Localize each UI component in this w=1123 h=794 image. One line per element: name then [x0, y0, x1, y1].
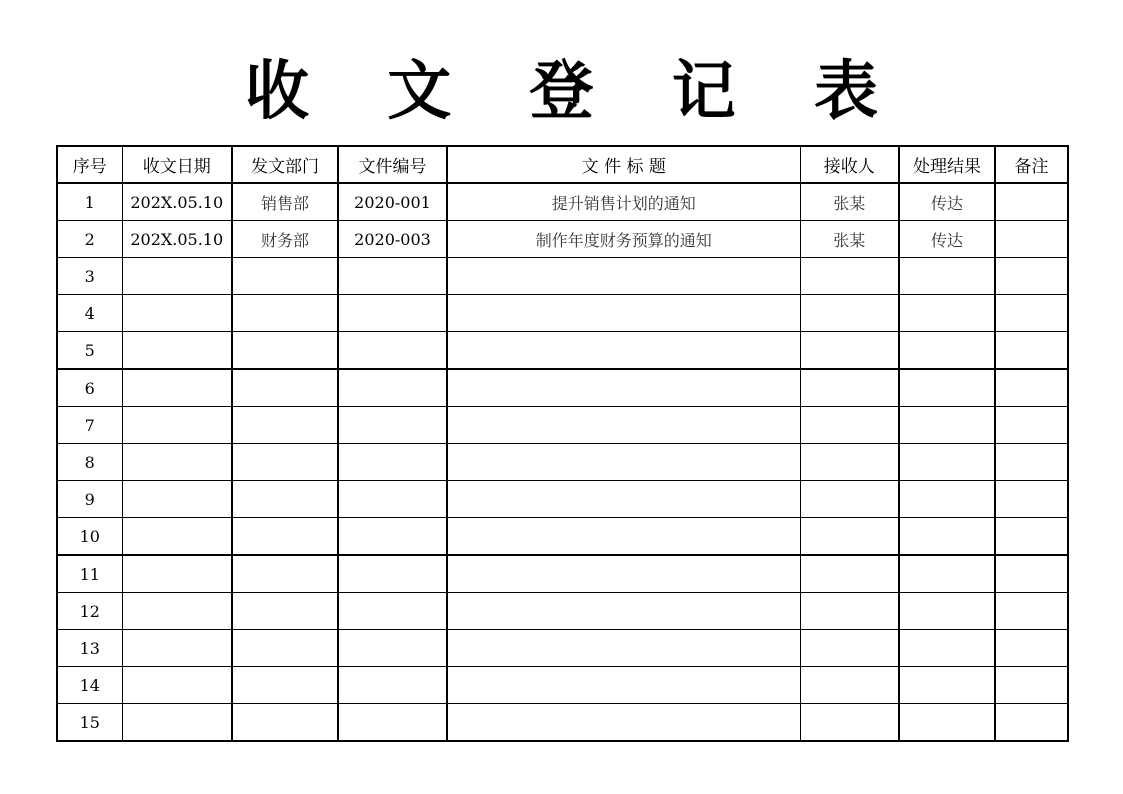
cell-doc-title [447, 704, 800, 742]
cell-date [122, 555, 232, 593]
cell-seq: 13 [57, 630, 122, 667]
cell-doc-no [338, 481, 447, 518]
cell-remark [995, 593, 1068, 630]
cell-date [122, 369, 232, 407]
table-row [57, 258, 1068, 295]
cell-doc-title [447, 444, 800, 481]
cell-receiver [800, 593, 899, 630]
cell-date [122, 704, 232, 742]
cell-receiver: 张某 [800, 221, 899, 258]
cell-remark [995, 258, 1068, 295]
cell-doc-title [447, 481, 800, 518]
table-row [57, 704, 1068, 742]
cell-remark [995, 667, 1068, 704]
cell-seq: 10 [57, 518, 122, 556]
cell-dept [232, 258, 338, 295]
cell-result [899, 667, 995, 704]
cell-result [899, 704, 995, 742]
table-row [57, 555, 1068, 593]
table-row [57, 369, 1068, 407]
cell-dept: 财务部 [232, 221, 338, 258]
cell-receiver [800, 332, 899, 370]
cell-seq: 9 [57, 481, 122, 518]
cell-seq: 4 [57, 295, 122, 332]
cell-seq: 15 [57, 704, 122, 742]
table-row [57, 407, 1068, 444]
cell-result [899, 518, 995, 556]
cell-result [899, 369, 995, 407]
cell-dept [232, 518, 338, 556]
cell-doc-no [338, 258, 447, 295]
header-result: 处理结果 [899, 146, 995, 183]
cell-remark [995, 183, 1068, 221]
cell-remark [995, 704, 1068, 742]
cell-result [899, 444, 995, 481]
cell-date [122, 630, 232, 667]
header-remark: 备注 [995, 146, 1068, 183]
cell-remark [995, 481, 1068, 518]
cell-doc-no [338, 555, 447, 593]
cell-receiver [800, 704, 899, 742]
table-row [57, 221, 1068, 258]
cell-doc-no [338, 407, 447, 444]
cell-receiver [800, 369, 899, 407]
table-row [57, 183, 1068, 221]
cell-seq: 8 [57, 444, 122, 481]
cell-receiver [800, 518, 899, 556]
cell-date: 202X.05.10 [122, 183, 232, 221]
cell-date [122, 295, 232, 332]
cell-doc-no: 2020-001 [338, 183, 447, 221]
cell-date [122, 258, 232, 295]
cell-doc-title [447, 593, 800, 630]
cell-doc-title: 制作年度财务预算的通知 [447, 221, 800, 258]
cell-seq: 2 [57, 221, 122, 258]
cell-doc-no [338, 593, 447, 630]
table-row [57, 295, 1068, 332]
cell-receiver [800, 630, 899, 667]
page-title: 收 文 登 记 表 [244, 55, 907, 129]
cell-doc-no [338, 444, 447, 481]
cell-doc-title [447, 295, 800, 332]
table-row [57, 518, 1068, 556]
cell-doc-no [338, 295, 447, 332]
cell-doc-title [447, 667, 800, 704]
cell-seq: 5 [57, 332, 122, 370]
table-header-row [57, 146, 1068, 183]
cell-receiver [800, 407, 899, 444]
cell-date [122, 667, 232, 704]
cell-dept [232, 555, 338, 593]
cell-result [899, 332, 995, 370]
cell-dept [232, 593, 338, 630]
cell-result [899, 481, 995, 518]
cell-receiver [800, 481, 899, 518]
cell-result: 传达 [899, 221, 995, 258]
cell-doc-title [447, 630, 800, 667]
cell-date: 202X.05.10 [122, 221, 232, 258]
cell-dept [232, 407, 338, 444]
cell-seq: 12 [57, 593, 122, 630]
cell-seq: 11 [57, 555, 122, 593]
cell-receiver [800, 555, 899, 593]
cell-doc-title: 提升销售计划的通知 [447, 183, 800, 221]
cell-dept [232, 667, 338, 704]
cell-receiver [800, 258, 899, 295]
cell-doc-title [447, 258, 800, 295]
cell-dept [232, 332, 338, 370]
cell-doc-title [447, 555, 800, 593]
cell-receiver [800, 295, 899, 332]
cell-dept [232, 369, 338, 407]
cell-remark [995, 221, 1068, 258]
cell-doc-no [338, 518, 447, 556]
cell-remark [995, 555, 1068, 593]
cell-receiver [800, 667, 899, 704]
cell-result [899, 555, 995, 593]
cell-doc-no [338, 704, 447, 742]
cell-doc-no [338, 369, 447, 407]
header-date: 收文日期 [122, 146, 232, 183]
cell-remark [995, 630, 1068, 667]
cell-date [122, 444, 232, 481]
cell-remark [995, 518, 1068, 556]
cell-date [122, 407, 232, 444]
cell-remark [995, 369, 1068, 407]
cell-doc-no [338, 630, 447, 667]
cell-remark [995, 407, 1068, 444]
cell-doc-no [338, 332, 447, 370]
cell-remark [995, 295, 1068, 332]
cell-result [899, 295, 995, 332]
cell-seq: 14 [57, 667, 122, 704]
cell-date [122, 481, 232, 518]
cell-seq: 3 [57, 258, 122, 295]
cell-dept: 销售部 [232, 183, 338, 221]
cell-doc-title [447, 369, 800, 407]
cell-remark [995, 444, 1068, 481]
header-doc-title: 文 件 标 题 [447, 146, 800, 183]
header-seq: 序号 [57, 146, 122, 183]
cell-result [899, 593, 995, 630]
cell-dept [232, 295, 338, 332]
cell-result [899, 258, 995, 295]
cell-doc-title [447, 407, 800, 444]
cell-receiver [800, 444, 899, 481]
cell-seq: 1 [57, 183, 122, 221]
cell-dept [232, 704, 338, 742]
incoming-document-register-table [56, 145, 1069, 742]
cell-result [899, 407, 995, 444]
cell-dept [232, 444, 338, 481]
cell-remark [995, 332, 1068, 370]
table-row [57, 593, 1068, 630]
table-row [57, 667, 1068, 704]
cell-dept [232, 481, 338, 518]
cell-seq: 7 [57, 407, 122, 444]
table-row [57, 630, 1068, 667]
cell-result: 传达 [899, 183, 995, 221]
table-row [57, 481, 1068, 518]
cell-dept [232, 630, 338, 667]
cell-seq: 6 [57, 369, 122, 407]
cell-doc-title [447, 332, 800, 370]
table-row [57, 444, 1068, 481]
table-row [57, 332, 1068, 370]
cell-date [122, 593, 232, 630]
header-doc-no: 文件编号 [338, 146, 447, 183]
cell-result [899, 630, 995, 667]
header-dept: 发文部门 [232, 146, 338, 183]
cell-doc-title [447, 518, 800, 556]
cell-doc-no [338, 667, 447, 704]
cell-receiver: 张某 [800, 183, 899, 221]
cell-date [122, 332, 232, 370]
cell-doc-no: 2020-003 [338, 221, 447, 258]
header-receiver: 接收人 [800, 146, 899, 183]
cell-date [122, 518, 232, 556]
